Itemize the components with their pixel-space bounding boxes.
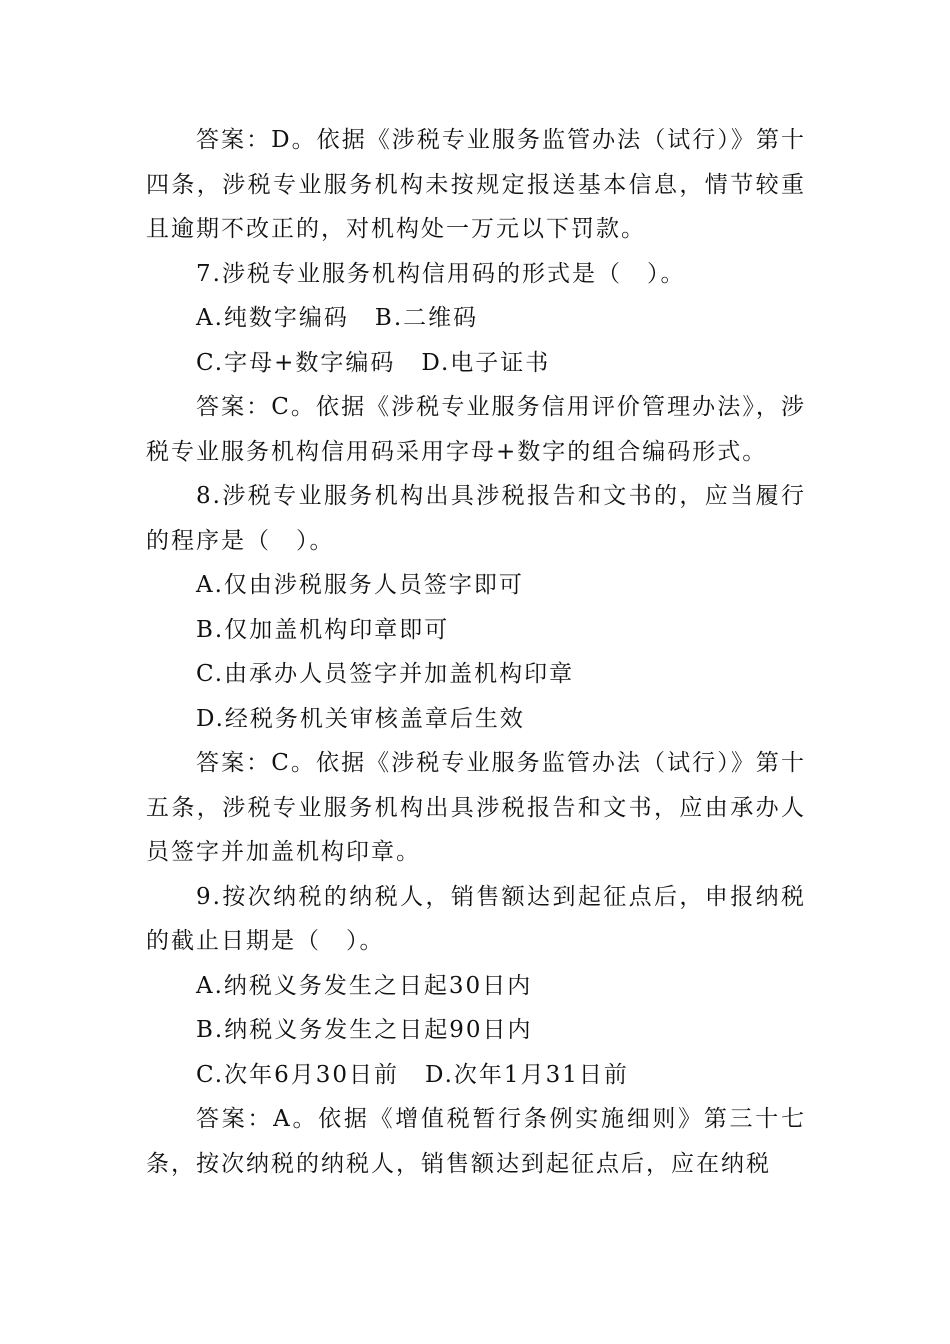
question-9: 9.按次纳税的纳税人，销售额达到起征点后，申报纳税的截止日期是（ ）。 bbox=[146, 883, 806, 954]
option-8c: C.由承办人员签字并加盖机构印章 bbox=[196, 661, 575, 687]
answer-paragraph-9: 答案：A。依据《增值税暂行条例实施细则》第三十七条，按次纳税的纳税人，销售额达到起征点后，应在纳税 bbox=[146, 1106, 806, 1177]
question-8: 8.涉税专业服务机构出具涉税报告和文书的，应当履行的程序是（ ）。 bbox=[146, 483, 806, 554]
option-7c: C.字母+数字编码 bbox=[196, 349, 396, 376]
question-7-options-row-2 bbox=[146, 341, 806, 386]
answer-paragraph-6: 答案：D。依据《涉税专业服务监管办法（试行）》第十四条，涉税专业服务机构未按规定报送基本信息，情节较重且逾期不改正的，对机构处一万元以下罚款。 bbox=[146, 127, 806, 242]
option-7b: B.二维码 bbox=[374, 305, 479, 331]
document-page bbox=[146, 118, 806, 1186]
answer-paragraph-8: 答案：C。依据《涉税专业服务监管办法（试行）》第十五条，涉税专业服务机构出具涉税报告和文书，应由承办人员签字并加盖机构印章。 bbox=[146, 750, 806, 865]
option-9a: A.纳税义务发生之日起30日内 bbox=[196, 972, 533, 999]
option-8b: B.仅加盖机构印章即可 bbox=[196, 616, 450, 643]
option-9d: D.次年1月31日前 bbox=[425, 1061, 629, 1088]
option-7a: A.纯数字编码 bbox=[196, 305, 349, 331]
option-9c: C.次年6月30日前 bbox=[196, 1061, 399, 1088]
option-9b: B.纳税义务发生之日起90日内 bbox=[196, 1017, 533, 1043]
question-9-options-row-3 bbox=[146, 1053, 806, 1098]
question-7-options-row-1 bbox=[146, 296, 806, 341]
answer-paragraph-7: 答案：C。依据《涉税专业服务信用评价管理办法》，涉税专业服务机构信用码采用字母+数字的组合编码形式。 bbox=[146, 394, 806, 465]
option-7d: D.电子证书 bbox=[421, 349, 551, 376]
option-8d: D.经税务机关审核盖章后生效 bbox=[196, 705, 525, 732]
option-8a: A.仅由涉税服务人员签字即可 bbox=[196, 572, 524, 598]
question-7: 7.涉税专业服务机构信用码的形式是（ ）。 bbox=[196, 260, 686, 287]
